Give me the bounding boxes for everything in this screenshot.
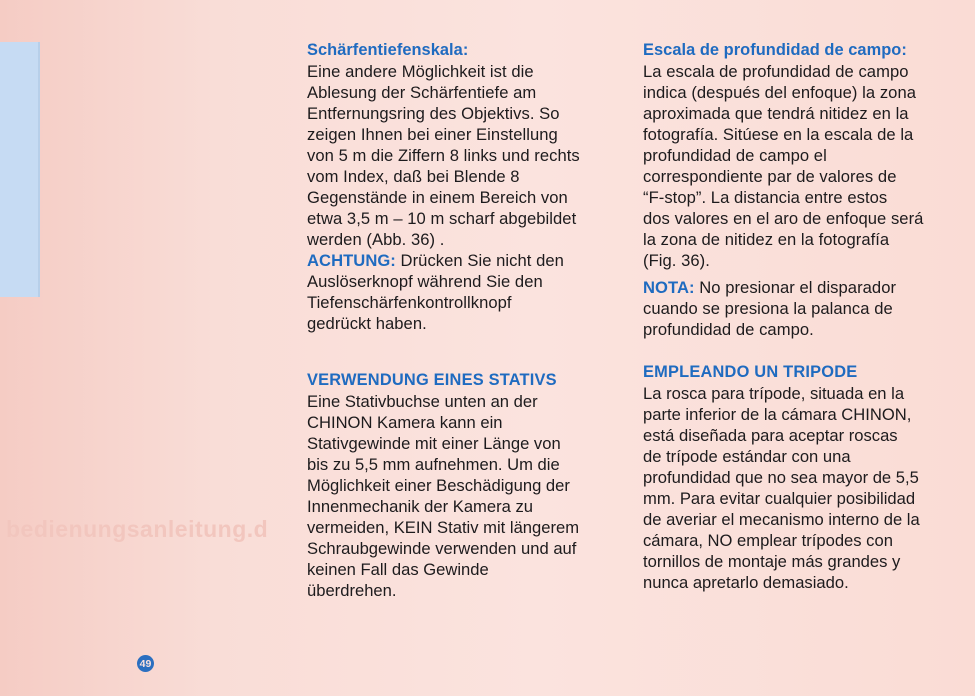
text-line: la zona de nitidez en la fotografía — [643, 230, 890, 249]
german-warning-first-line — [307, 250, 625, 271]
text-line: mm. Para evitar cualquier posibilidad — [643, 489, 916, 508]
german-warning-section — [307, 250, 625, 334]
text-line: CHINON Kamera kann ein — [307, 413, 503, 432]
text-line: cámara, NO emplear trípodes con — [643, 531, 893, 550]
spanish-warning-first-text: No presionar el disparador — [694, 278, 897, 297]
text-line: Ablesung der Schärfentiefe am — [307, 83, 537, 102]
spanish-warning-lead: NOTA: — [643, 278, 695, 297]
spanish-column — [643, 40, 973, 340]
text-line: Möglichkeit einer Beschädigung der — [307, 476, 570, 495]
text-line: keinen Fall das Gewinde — [307, 560, 489, 579]
text-line: zeigen Ihnen bei einer Einstellung — [307, 125, 558, 144]
german-warning-lead: ACHTUNG: — [307, 251, 396, 270]
text-line: profundidad de campo el — [643, 146, 827, 165]
spanish-warning-section — [643, 277, 973, 340]
text-line: Stativgewinde mit einer Länge von — [307, 434, 561, 453]
german-tripod-heading: VERWENDUNG EINES STATIVS — [307, 371, 557, 389]
text-line: cuando se presiona la palanca de — [643, 299, 893, 318]
text-line: vom Index, daß bei Blende 8 — [307, 167, 520, 186]
german-warning-first-text: Drücken Sie nicht den — [395, 251, 564, 270]
german-tripod-section — [307, 370, 625, 601]
spanish-depth-scale-heading: Escala de profundidad de campo: — [643, 41, 907, 59]
text-line: Schraubgewinde verwenden und auf — [307, 539, 577, 558]
text-line: überdrehen. — [307, 581, 397, 600]
german-depth-scale-body — [307, 61, 625, 250]
text-line: está diseñada para aceptar roscas — [643, 426, 898, 445]
text-line: de trípode estándar con una — [643, 447, 851, 466]
text-line: nunca apretarlo demasiado. — [643, 573, 849, 592]
page-number-badge: 49 — [137, 655, 154, 672]
spanish-depth-scale-section — [643, 40, 973, 271]
text-line: tornillos de montaje más grandes y — [643, 552, 901, 571]
text-line: vermeiden, KEIN Stativ mit längerem — [307, 518, 580, 537]
text-line: aproximada que tendrá nitidez en la — [643, 104, 909, 123]
text-line: Tiefenschärfenkontrollknopf — [307, 293, 512, 312]
spanish-tripod-section — [643, 362, 973, 593]
text-line: Gegenstände in einem Bereich von — [307, 188, 568, 207]
text-line: La rosca para trípode, situada en la — [643, 384, 905, 403]
text-line: de averiar el mecanismo interno de la — [643, 510, 920, 529]
text-line: (Fig. 36). — [643, 251, 710, 270]
spanish-warning-first-line — [643, 277, 973, 298]
text-line: werden (Abb. 36) . — [307, 230, 445, 249]
text-line: gedrückt haben. — [307, 314, 427, 333]
text-line: etwa 3,5 m – 10 m scharf abgebildet — [307, 209, 577, 228]
text-line: von 5 m die Ziffern 8 links und rechts — [307, 146, 580, 165]
text-line: indica (después del enfoque) la zona — [643, 83, 917, 102]
text-line: Eine andere Möglichkeit ist die — [307, 62, 534, 81]
text-line: La escala de profundidad de campo — [643, 62, 909, 81]
spanish-depth-scale-body — [643, 61, 973, 271]
spanish-tripod-heading: EMPLEANDO UN TRIPODE — [643, 363, 858, 381]
german-column — [307, 40, 625, 334]
text-line: dos valores en el aro de enfoque será — [643, 209, 924, 228]
text-line: Innenmechanik der Kamera zu — [307, 497, 533, 516]
text-line: fotografía. Sitúese en la escala de la — [643, 125, 914, 144]
text-line: Auslöserknopf während Sie den — [307, 272, 543, 291]
german-depth-scale-heading: Schärfentiefenskala: — [307, 41, 469, 59]
text-line: profundidad de campo. — [643, 320, 814, 339]
text-line: parte inferior de la cámara CHINON, — [643, 405, 912, 424]
text-line: Eine Stativbuchse unten an der — [307, 392, 538, 411]
watermark: bedienungsanleitung.d — [6, 516, 269, 542]
blue-side-panel — [0, 42, 40, 297]
text-line: correspondiente par de valores de — [643, 167, 897, 186]
german-depth-scale-section — [307, 40, 625, 250]
text-line: bis zu 5,5 mm aufnehmen. Um die — [307, 455, 560, 474]
text-line: profundidad que no sea mayor de 5,5 — [643, 468, 919, 487]
text-line: Entfernungsring des Objektivs. So — [307, 104, 560, 123]
text-line: “F-stop”. La distancia entre estos — [643, 188, 888, 207]
